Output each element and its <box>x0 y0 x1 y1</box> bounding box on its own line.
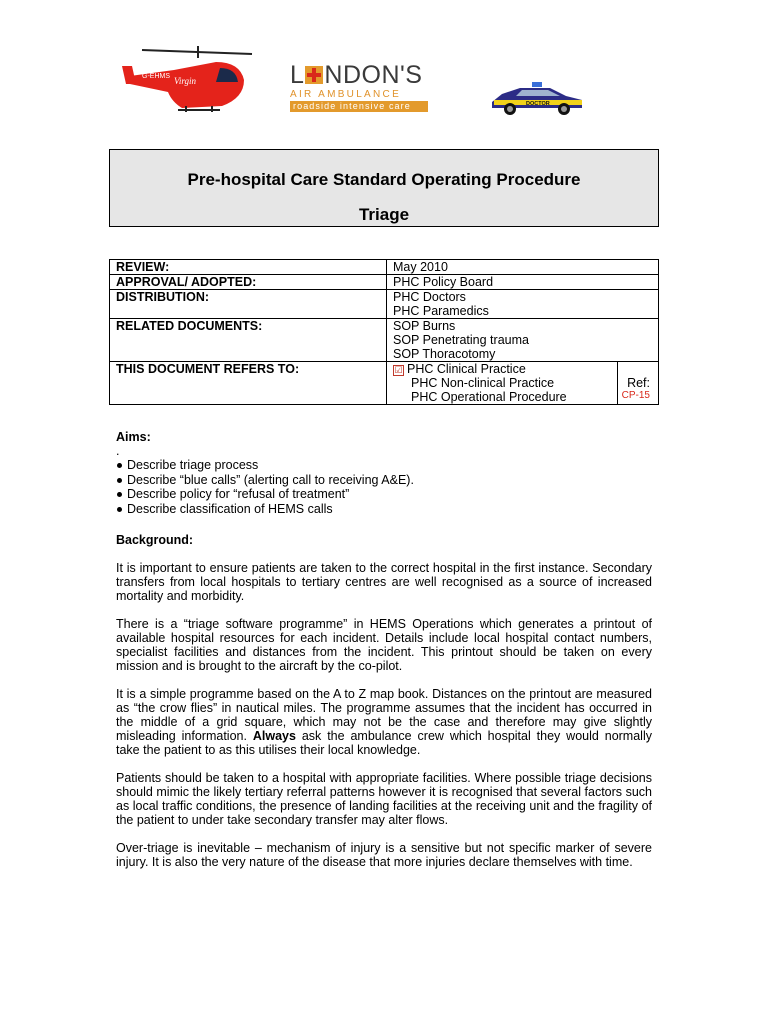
background-paragraph-5: Over-triage is inevitable – mechanism of injury is a sensitive but not specific marker of severe injury. It is also the very nature of the disease that more injuries declare themselves with time. <box>116 841 652 869</box>
helicopter-logo-icon <box>112 40 262 120</box>
ref-divider <box>617 362 618 405</box>
page-title: Pre-hospital Care Standard Operating Procedure <box>187 170 581 189</box>
meta-row-distribution <box>110 290 659 319</box>
approval-label: APPROVAL/ ADOPTED: <box>110 275 387 290</box>
lah-tagline: roadside intensive care <box>290 101 428 112</box>
related-values <box>387 319 659 362</box>
refers-item-operational: PHC Operational Procedure <box>411 390 567 404</box>
related-item: SOP Burns <box>393 319 456 333</box>
approval-value: PHC Policy Board <box>387 275 659 290</box>
aims-list <box>116 458 652 516</box>
refers-label: THIS DOCUMENT REFERS TO: <box>110 362 387 405</box>
paragraph-3-emphasis: Always <box>252 729 296 743</box>
ref-code: CP-15 <box>621 390 650 401</box>
meta-row-refers <box>110 362 659 405</box>
background-paragraph-3 <box>116 687 652 757</box>
background-paragraph-1: It is important to ensure patients are taken to the correct hospital in the first instance. Secondary transfers from local hospitals to tertiary centres are well recognised as a source of increased mortality and morbidity. <box>116 561 652 603</box>
ref-label: Ref: <box>627 376 650 390</box>
refers-item-nonclinical: PHC Non-clinical Practice <box>411 376 555 390</box>
title-box <box>109 149 659 227</box>
medical-cross-icon <box>305 66 323 84</box>
refers-item-clinical <box>393 362 567 376</box>
paragraph-3-end: ask the ambulance crew which hospital they would normally take the patient to as this utilises their local knowledge. <box>116 729 652 757</box>
lah-subtitle: AIR AMBULANCE <box>290 89 402 100</box>
londons-air-ambulance-logo <box>290 62 430 112</box>
lah-wordmark <box>290 62 430 88</box>
background-paragraph-4: Patients should be taken to a hospital with appropriate facilities. Where possible triage decisions should mimic the likely tertiary referral patterns however it is recognised that several factors such as local traffic conditions, the presence of landing facilities at the receiving unit and the fragility of the patient to under take secondary transfer may alter flows. <box>116 771 652 827</box>
distribution-values <box>387 290 659 319</box>
lah-word-end: NDON'S <box>324 61 423 89</box>
related-item: SOP Penetrating trauma <box>393 333 529 347</box>
review-label: REVIEW: <box>110 260 387 275</box>
list-item: Describe classification of HEMS calls <box>116 502 652 517</box>
lah-word-start: L <box>290 61 305 89</box>
document-body <box>116 430 652 869</box>
meta-row-approval <box>110 275 659 290</box>
related-label: RELATED DOCUMENTS: <box>110 319 387 362</box>
list-item: Describe “blue calls” (alerting call to receiving A&E). <box>116 473 652 488</box>
car-label-text: DOCTOR <box>526 101 550 107</box>
refers-list <box>393 362 567 404</box>
background-paragraph-2: There is a “triage software programme” in HEMS Operations which generates a printout of available hospital resources for each incident. Details include local hospital contact numbers, specialist facilities and distances from the incident. This printout should be taken on every mission and is brought to the aircraft by the co-pilot. <box>116 617 652 673</box>
page-subtitle: Triage <box>358 205 410 224</box>
meta-row-related <box>110 319 659 362</box>
heli-virgin-text: Virgin <box>174 76 196 86</box>
distribution-item: PHC Paramedics <box>393 304 489 318</box>
checked-checkbox-icon: ☑ <box>394 365 403 375</box>
paragraph-3-start: It is a simple programme based on the A to Z map book. Distances on the printout are measured as “the crow flies” in nautical miles. The programme assumes that the incident has occurred in the middle of a grid square, which may not be the case and therefore may give slightly misleading information. <box>116 687 652 743</box>
heli-reg-text: G-EHMS <box>142 73 170 80</box>
related-item: SOP Thoracotomy <box>393 347 496 361</box>
list-item: Describe triage process <box>116 458 652 473</box>
refers-item-label: PHC Clinical Practice <box>407 362 526 376</box>
distribution-item: PHC Doctors <box>393 290 466 304</box>
background-heading: Background: <box>116 533 194 547</box>
aims-heading: Aims: <box>116 430 151 444</box>
document-metadata-table <box>109 259 659 405</box>
meta-row-review <box>110 260 659 275</box>
review-value: May 2010 <box>387 260 659 275</box>
aims-dot: . <box>116 444 120 458</box>
distribution-label: DISTRIBUTION: <box>110 290 387 319</box>
list-item: Describe policy for “refusal of treatment” <box>116 487 652 502</box>
doctor-car-logo-icon <box>488 78 586 118</box>
header-logos <box>0 0 768 140</box>
refers-cell <box>387 362 659 405</box>
